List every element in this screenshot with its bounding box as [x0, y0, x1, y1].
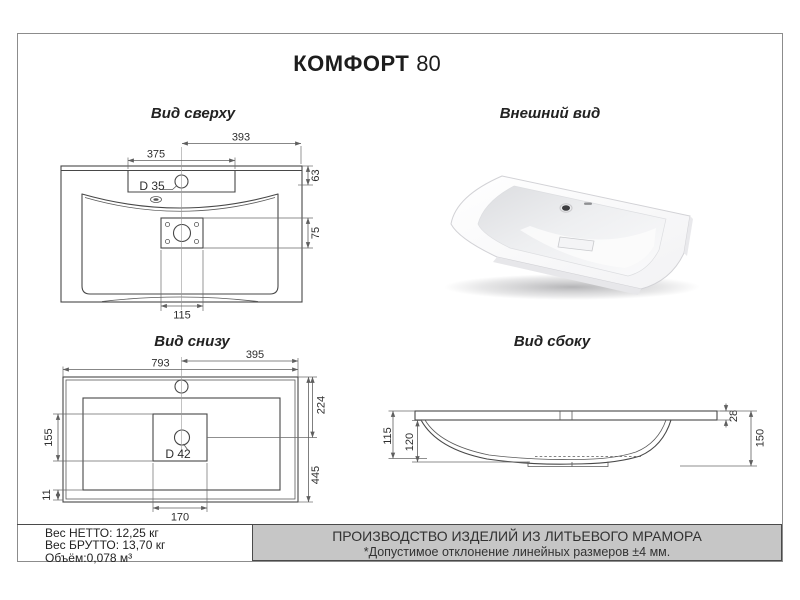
dim-150: 150 [754, 428, 767, 448]
bottom-view-drawing [40, 345, 340, 527]
faucet-hole-label: D 35 [139, 179, 165, 193]
drain-hole-label: D 42 [165, 447, 191, 461]
side-view-drawing [378, 355, 780, 480]
dim-115-top: 115 [173, 309, 191, 322]
side-view-title: Вид сбоку [513, 333, 591, 350]
top-view-dimensions [128, 132, 322, 322]
tolerance-note: *Допустимое отклонение линейных размеров ±4 мм. [363, 545, 671, 559]
weight-info-box [17, 524, 252, 565]
dim-115-side: 115 [382, 427, 394, 445]
drain-mounting-plate [161, 218, 203, 248]
sink-photo [430, 160, 720, 305]
bottom-view-dimensions [41, 349, 328, 524]
top-view-outline [61, 147, 302, 310]
dim-28: 28 [728, 409, 740, 423]
product-model: КОМФОРТ [293, 51, 410, 76]
top-view-drawing [40, 130, 340, 325]
dim-445: 445 [310, 465, 322, 485]
dim-170: 170 [170, 511, 190, 524]
top-view-title: Вид сверху [150, 105, 236, 122]
dim-120: 120 [404, 432, 416, 452]
production-info-bar [252, 524, 782, 561]
dim-63: 63 [310, 169, 322, 182]
gross-weight: Вес БРУТТО: 13,70 кг [45, 538, 166, 553]
external-view-title: Внешний вид [499, 105, 601, 122]
dim-793: 793 [151, 357, 170, 370]
bottom-view-title: Вид снизу [154, 333, 230, 350]
dim-224: 224 [315, 395, 328, 415]
net-weight: Вес НЕТТО: 12,25 кг [45, 526, 159, 540]
product-size: 80 [416, 51, 441, 76]
dim-375: 375 [146, 148, 166, 161]
dim-393: 393 [231, 131, 251, 144]
sink-3d-render [444, 176, 700, 300]
dim-75: 75 [310, 226, 322, 240]
volume: Объём:0,078 м³ [45, 550, 133, 565]
production-title: ПРОИЗВОДСТВО ИЗДЕЛИЙ ИЗ ЛИТЬЕВОГО МРАМОРА [332, 528, 702, 544]
side-view-outline [415, 411, 717, 467]
dim-395: 395 [245, 349, 265, 361]
dim-11: 11 [41, 489, 53, 501]
dim-155: 155 [43, 428, 55, 447]
bottom-view-outline [63, 357, 298, 502]
page-title [293, 51, 441, 77]
